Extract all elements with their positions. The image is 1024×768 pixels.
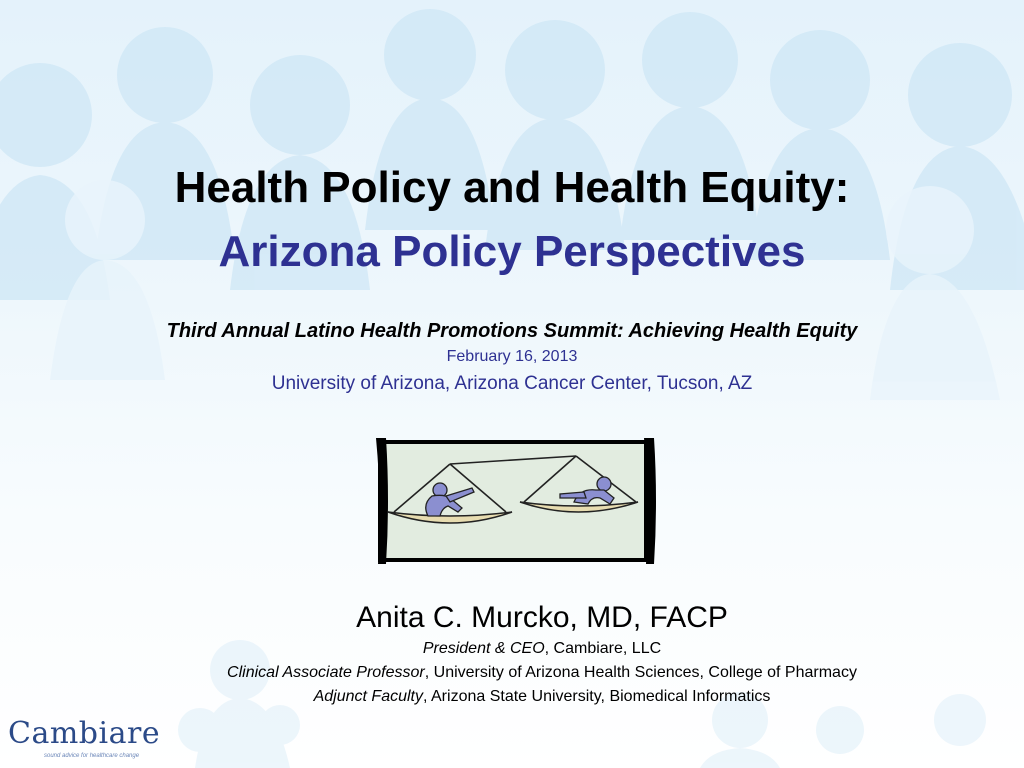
logo-name: Cambiare [8,716,161,751]
credential-role: Clinical Associate Professor [227,664,425,681]
credential-role: Adjunct Faculty [313,688,423,705]
title-line-2: Arizona Policy Perspectives [218,227,806,276]
credential-line [0,664,1024,682]
company-logo [8,716,161,766]
credential-org: , Cambiare, LLC [544,640,662,657]
conference-date: February 16, 2013 [446,348,578,365]
credential-role: President & CEO [422,640,545,657]
credential-org: , University of Arizona Health Sciences, College of Pharmacy [424,664,857,681]
logo-tagline: sound advice for healthcare change [44,753,140,759]
credential-line [0,640,1024,658]
credential-org: , Arizona State University, Biomedical Informatics [423,688,771,705]
conference-name: Third Annual Latino Health Promotions Summit: Achieving Health Equity [166,320,858,342]
title-line-1: Health Policy and Health Equity: [174,163,850,212]
balance-scale-icon [374,436,656,566]
credential-line [0,688,1024,706]
speaker-name: Anita C. Murcko, MD, FACP [356,601,728,634]
conference-venue: University of Arizona, Arizona Cancer Center, Tucson, AZ [271,373,753,394]
